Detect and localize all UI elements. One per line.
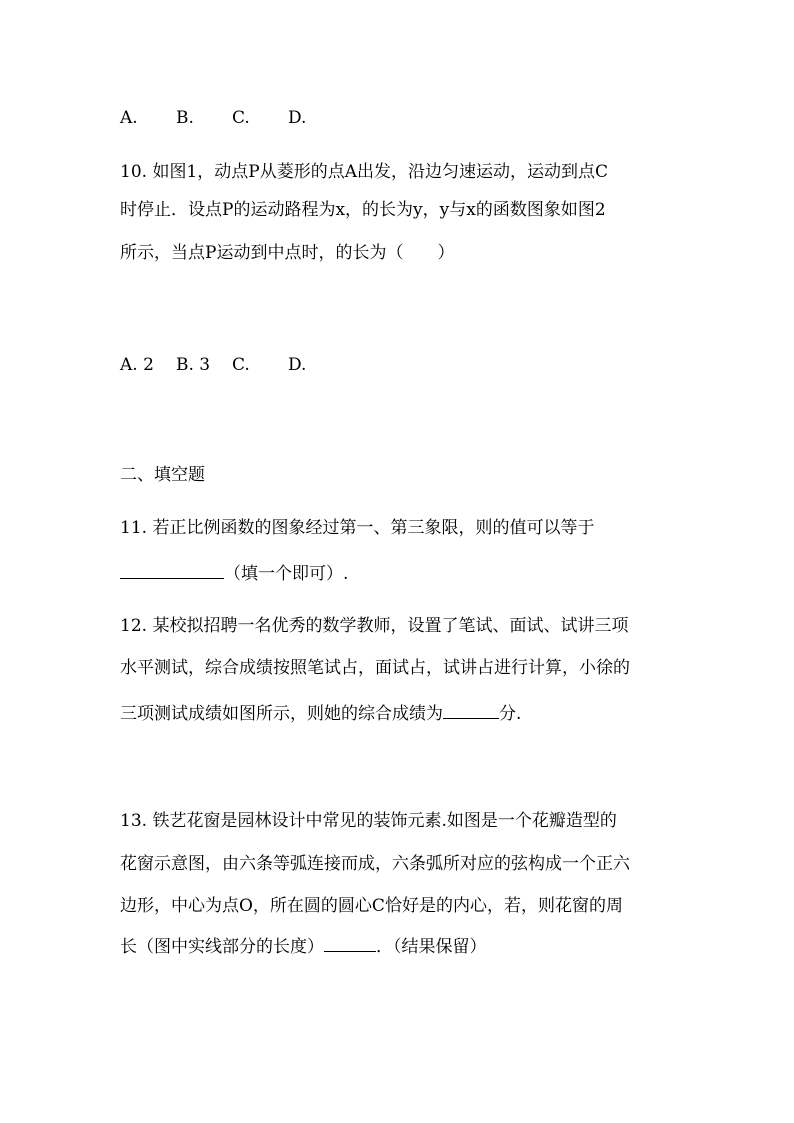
q9-option-d: D. (288, 108, 307, 128)
q13-line-4 (120, 933, 487, 957)
q10-option-c: C. (232, 355, 250, 375)
q12-line-2: 水平测试，综合成绩按照笔试占，面试占，试讲占进行计算，小徐的 (120, 658, 630, 678)
q13-line-4-prefix: 长（图中实线部分的长度） (120, 937, 324, 957)
section-title: 二、填空题 (120, 465, 205, 485)
q9-option-a: A. (120, 108, 138, 128)
q12-line-3-suffix: 分. (499, 704, 522, 724)
q10-line-1: 10. 如图1，动点P从菱形的点A出发，沿边匀速运动，运动到点C (120, 162, 608, 182)
q12-line-3 (120, 700, 521, 724)
q10-options (120, 353, 344, 377)
q10-option-a: A. 2 (120, 355, 154, 375)
q13-line-1: 13. 铁艺花窗是园林设计中常见的装饰元素.如图是一个花瓣造型的 (120, 811, 617, 831)
q9-options (120, 106, 344, 130)
q11-line-1: 11. 若正比例函数的图象经过第一、第三象限，则的值可以等于 (120, 518, 595, 538)
q10-option-d: D. (288, 355, 307, 375)
q11-line-2 (120, 560, 348, 584)
q12-line-1: 12. 某校拟招聘一名优秀的数学教师，设置了笔试、面试、试讲三项 (120, 616, 629, 636)
q12-line-3-prefix: 三项测试成绩如图所示，则她的综合成绩为 (120, 704, 443, 724)
q10-line-2: 时停止．设点P的运动路程为x，的长为y，y与x的函数图象如图2 (120, 200, 606, 220)
q10-line-3: 所示，当点P运动到中点时，的长为（ ） (120, 243, 455, 263)
q12-answer-blank (443, 700, 499, 719)
q13-answer-blank (324, 933, 376, 952)
q9-option-c: C. (232, 108, 250, 128)
q13-line-4-suffix: ．（结果保留） (376, 937, 487, 957)
q10-option-b: B. 3 (176, 355, 211, 375)
q11-answer-blank (120, 560, 224, 579)
q13-line-3: 边形，中心为点O，所在圆的圆心C恰好是的内心，若，则花窗的周 (120, 896, 623, 916)
q11-line-2-suffix: （填一个即可）. (224, 564, 349, 584)
q9-option-b: B. (176, 108, 194, 128)
q13-line-2: 花窗示意图，由六条等弧连接而成，六条弧所对应的弦构成一个正六 (120, 854, 630, 874)
